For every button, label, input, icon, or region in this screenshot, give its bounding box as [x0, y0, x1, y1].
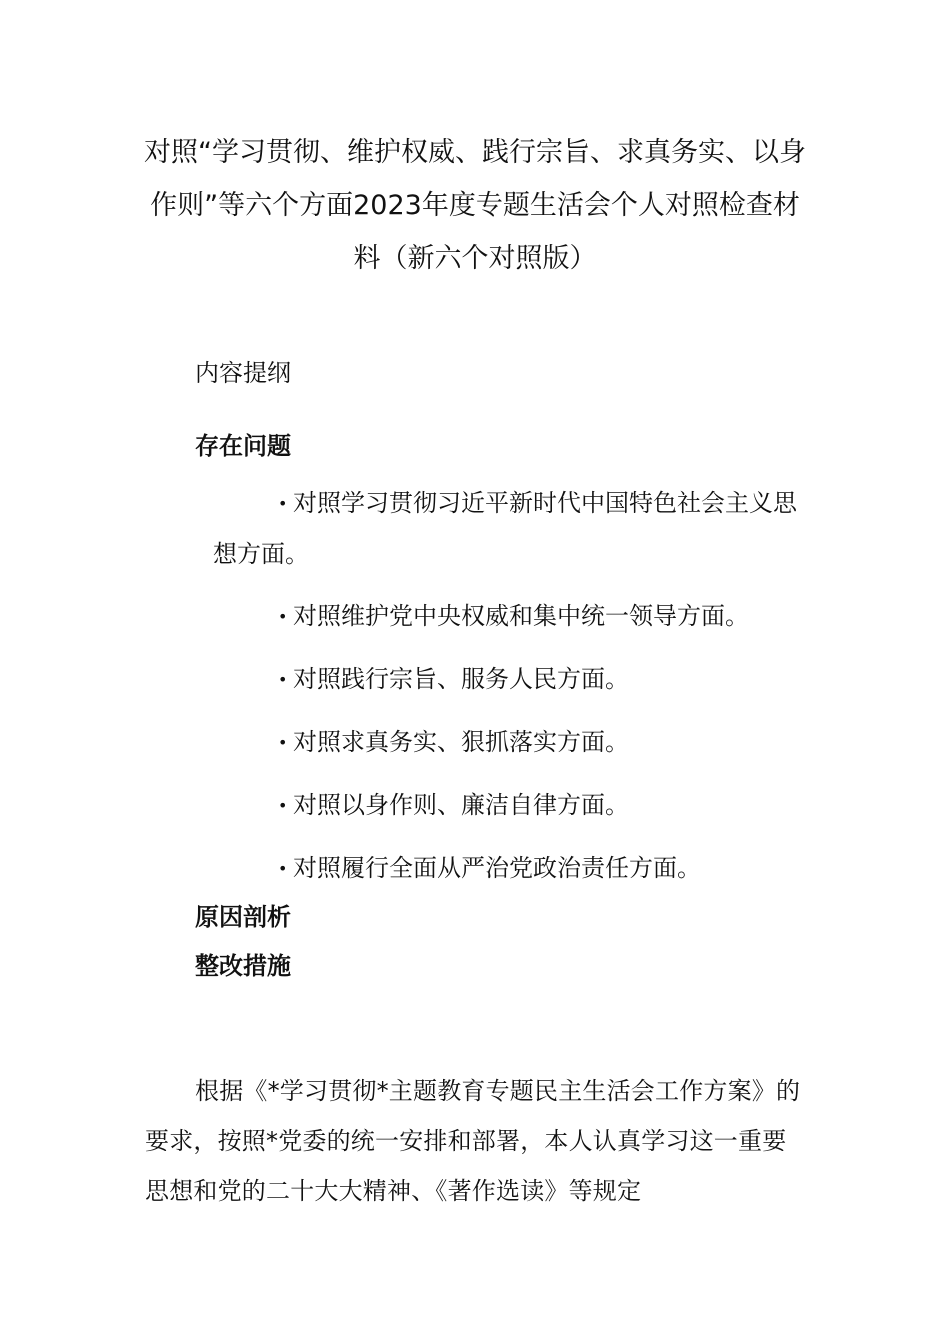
bullet-icon: • — [278, 733, 288, 752]
document-title: 对照“学习贯彻、维护权威、践行宗旨、求真务实、以身作则”等六个方面2023年度专题生活会个人对照检查材料（新六个对照版） — [144, 137, 806, 274]
problems-list — [195, 478, 805, 906]
bullet-icon: • — [278, 670, 288, 689]
bullet-icon: • — [278, 796, 288, 815]
bullet-icon: • — [278, 607, 288, 626]
bullet-icon: • — [278, 859, 288, 878]
list-item: • 对照以身作则、廉洁自律方面。 — [195, 780, 805, 831]
list-item: • 对照践行宗旨、服务人民方面。 — [195, 654, 805, 705]
outline-label: 内容提纲 — [195, 359, 291, 387]
section-heading-causes: 原因剖析 — [195, 903, 291, 931]
list-item: • 对照求真务实、狠抓落实方面。 — [195, 717, 805, 768]
list-item: • 对照学习贯彻习近平新时代中国特色社会主义思想方面。 — [195, 478, 805, 579]
section-heading-problems: 存在问题 — [195, 432, 291, 460]
list-item: • 对照履行全面从严治党政治责任方面。 — [195, 843, 805, 894]
intro-paragraph: 根据《*学习贯彻*主题教育专题民主生活会工作方案》的要求，按照*党委的统一安排和部署，本人认真学习这一重要思想和党的二十大大精神、《著作选读》等规定 — [145, 1077, 801, 1205]
bullet-icon: • — [278, 494, 288, 513]
list-item: • 对照维护党中央权威和集中统一领导方面。 — [195, 591, 805, 642]
section-heading-measures: 整改措施 — [195, 952, 291, 980]
